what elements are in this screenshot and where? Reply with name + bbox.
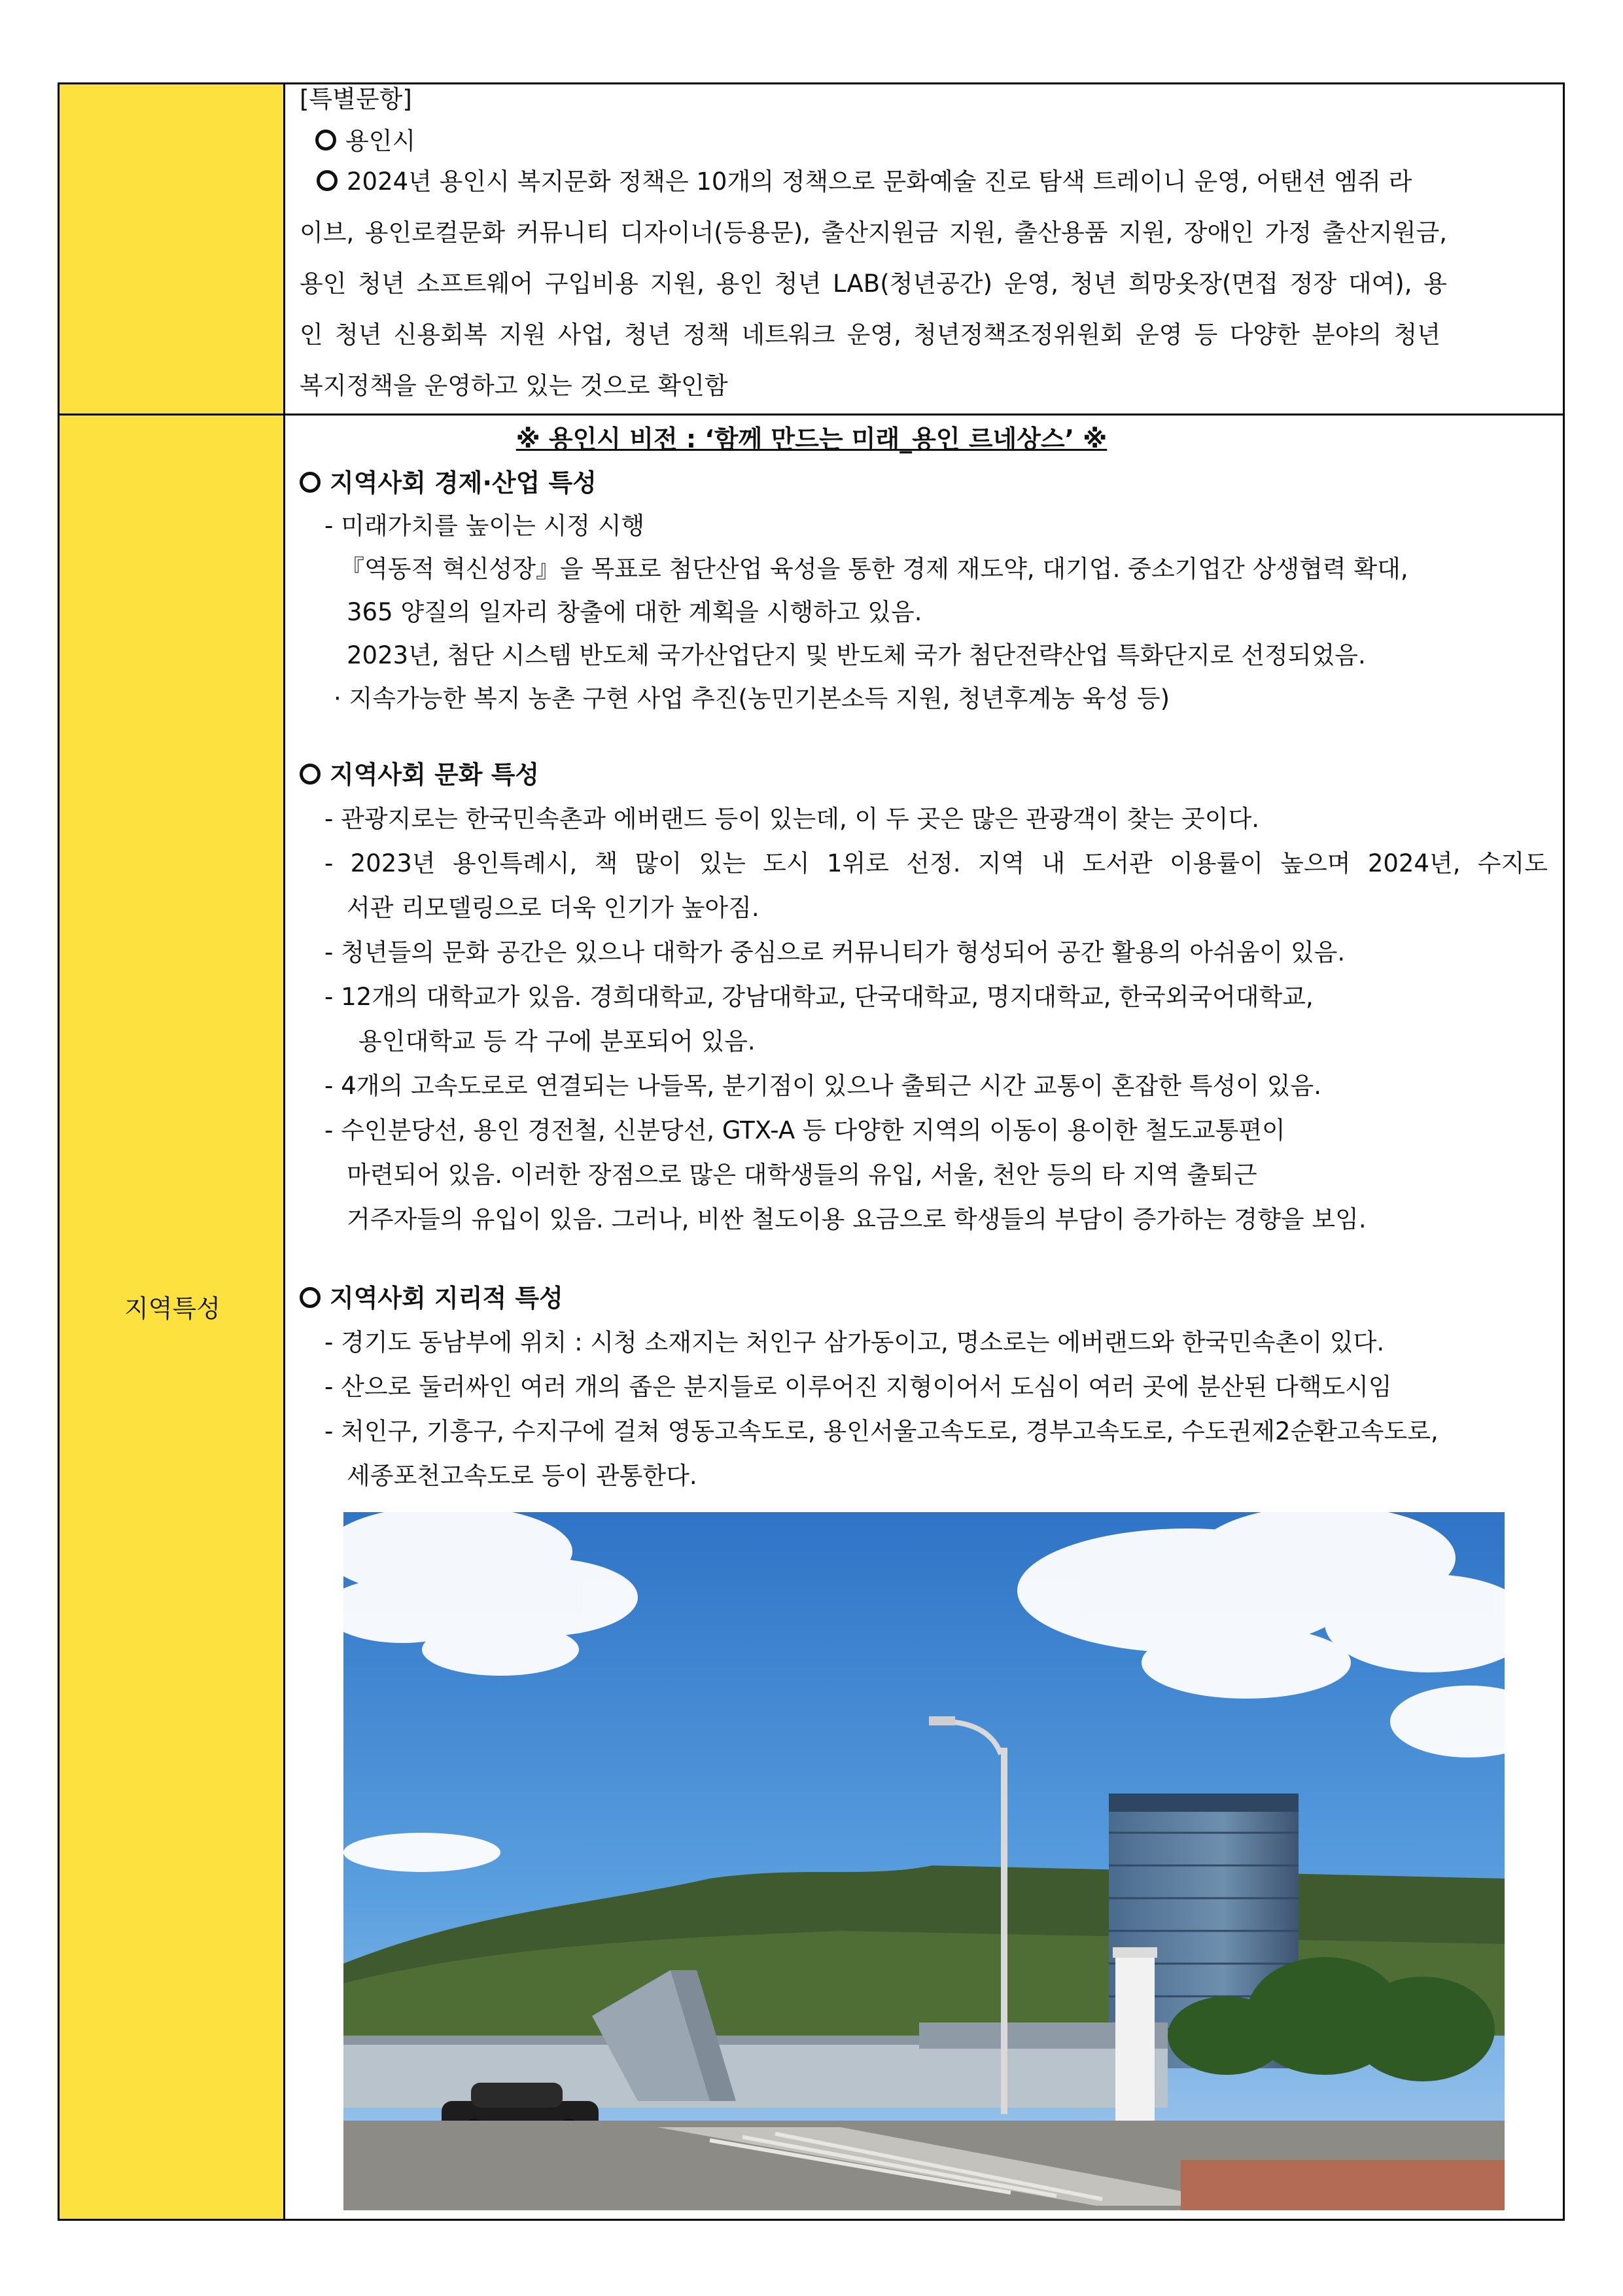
economy-line: · 지속가능한 복지 농촌 구현 사업 추진(농민기본소득 지원, 청년후계농 육성 등) [334, 684, 1170, 713]
economy-line: 『역동적 혁신성장』을 목표로 첨단산업 육성을 통한 경제 재도약, 대기업. 중소기업간 상생협력 확대, [340, 555, 1408, 583]
special-paragraph-line-1 [317, 166, 1412, 198]
circle-bullet-icon [300, 1287, 321, 1308]
city-vision: ※ 용인시 비전 : ‘함께 만드는 미래_용인 르네상스’ ※ [515, 425, 1108, 453]
culture-line: - 수인분당선, 용인 경전철, 신분당선, GTX-A 등 다양한 지역의 이동이 용이한 철도교통편이 [324, 1116, 1285, 1144]
culture-line: - 4개의 고속도로로 연결되는 나들목, 분기점이 있으나 출퇴근 시간 교통이 혼잡한 특성이 있음. [324, 1072, 1322, 1100]
special-paragraph-line-5: 복지정책을 운영하고 있는 것으로 확인함 [300, 372, 728, 400]
city-heading-text: 용인시 [345, 127, 416, 155]
special-header: [특별문항] [300, 85, 412, 113]
culture-line: 마련되어 있음. 이러한 장점으로 많은 대학생들의 유입, 서울, 천안 등의 타 지역 출퇴근 [347, 1161, 1257, 1189]
culture-heading [300, 759, 539, 790]
circle-bullet-icon [317, 170, 338, 191]
economy-line: 365 양질의 일자리 창출에 대한 계획을 시행하고 있음. [347, 598, 922, 626]
culture-line: 서관 리모델링으로 더욱 인기가 높아짐. [347, 894, 759, 922]
geography-line: - 산으로 둘러싸인 여러 개의 좁은 분지들로 이루어진 지형이어서 도심이 여러 곳에 분산된 다핵도시임 [324, 1373, 1392, 1401]
culture-line: - 12개의 대학교가 있음. 경희대학교, 강남대학교, 단국대학교, 명지대학교, 한국외국어대학교, [324, 983, 1314, 1011]
culture-line: - 2023년 용인특례시, 책 많이 있는 도시 1위로 선정. 지역 내 도서관 이용률이 높으며 2024년, 수지도 [324, 849, 1548, 877]
label-column [60, 84, 285, 2219]
region-row-label: 지역특성 [124, 1294, 220, 1323]
circle-bullet-icon [315, 130, 336, 150]
special-paragraph-line-2: 이브, 용인로컬문화 커뮤니티 디자이너(등용문), 출산지원금 지원, 출산용품 지원, 장애인 가정 출산지원금, [300, 219, 1447, 247]
circle-bullet-icon [300, 472, 321, 493]
economy-line: - 미래가치를 높이는 시정 시행 [324, 512, 645, 540]
geography-line: - 처인구, 기흥구, 수지구에 걸쳐 영동고속도로, 용인서울고속도로, 경부고속도로, 수도권제2순환고속도로, [324, 1417, 1439, 1445]
city-hall-photo [343, 1512, 1505, 2210]
geography-line: 세종포천고속도로 등이 관통한다. [347, 1462, 697, 1490]
geography-line: - 경기도 동남부에 위치 : 시청 소재지는 처인구 삼가동이고, 명소로는 에버랜드와 한국민속촌이 있다. [324, 1328, 1385, 1356]
culture-heading-text: 지역사회 문화 특성 [330, 760, 540, 789]
special-paragraph-line-4: 인 청년 신용회복 지원 사업, 청년 정책 네트워크 운영, 청년정책조정위원회 운영 등 다양한 분야의 청년 [300, 321, 1440, 349]
row-divider [60, 414, 1563, 415]
geography-heading-text: 지역사회 지리적 특성 [330, 1284, 563, 1313]
economy-heading [300, 467, 597, 499]
city-heading [315, 126, 415, 157]
culture-line: 거주자들의 유입이 있음. 그러나, 비싼 철도이용 요금으로 학생들의 부담이 증가하는 경향을 보임. [347, 1205, 1367, 1233]
special-paragraph-line-3: 용인 청년 소프트웨어 구입비용 지원, 용인 청년 LAB(청년공간) 운영, 청년 희망옷장(면접 정장 대여), 용 [300, 270, 1447, 298]
culture-line: - 청년들의 문화 공간은 있으나 대학가 중심으로 커뮤니티가 형성되어 공간 활용의 아쉬움이 있음. [324, 938, 1346, 966]
special-line-text: 2024년 용인시 복지문화 정책은 10개의 정책으로 문화예술 진로 탐색 트레이니 운영, 어탠션 엠쥐 라 [347, 168, 1412, 196]
economy-line: 2023년, 첨단 시스템 반도체 국가산업단지 및 반도체 국가 첨단전략산업 특화단지로 선정되었음. [347, 641, 1366, 669]
economy-heading-text: 지역사회 경제·산업 특성 [330, 468, 597, 497]
geography-heading [300, 1282, 563, 1314]
culture-line: - 관광지로는 한국민속촌과 에버랜드 등이 있는데, 이 두 곳은 많은 관광객이 찾는 곳이다. [324, 805, 1259, 833]
circle-bullet-icon [300, 764, 321, 785]
culture-line: 용인대학교 등 각 구에 분포되어 있음. [358, 1027, 756, 1055]
